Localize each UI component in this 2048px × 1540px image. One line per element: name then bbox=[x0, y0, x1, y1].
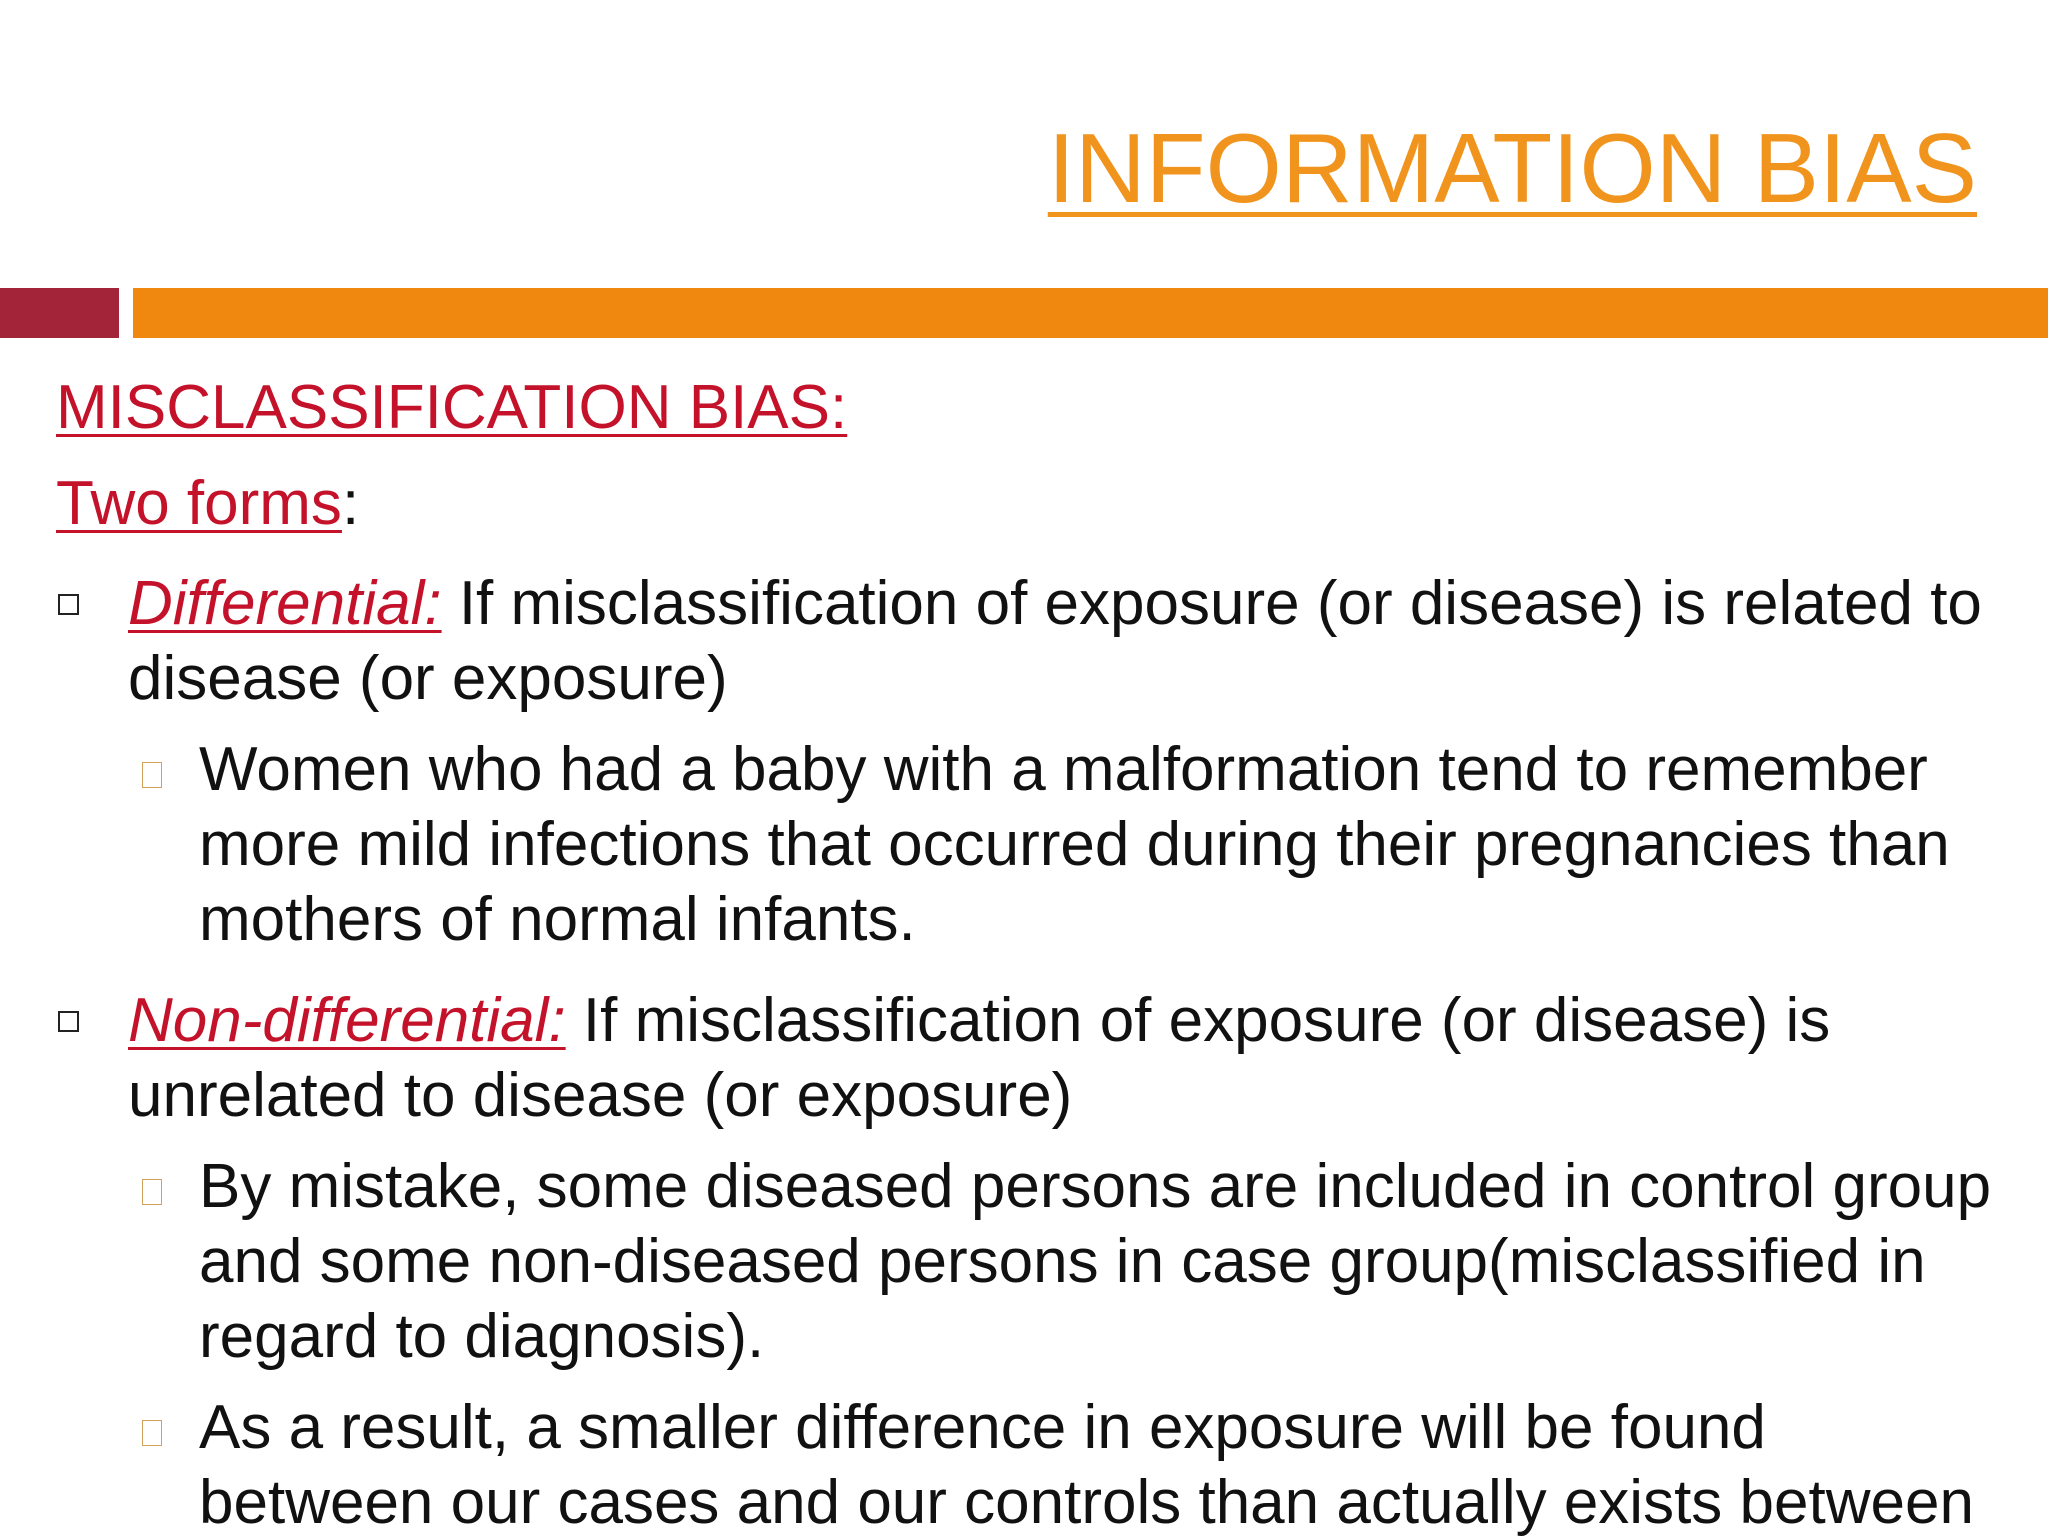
two-forms-label: Two forms bbox=[56, 469, 342, 538]
square-bullet-icon bbox=[58, 1011, 79, 1032]
sub-bullet-icon bbox=[142, 762, 162, 788]
differential-label: Differential: bbox=[128, 569, 442, 638]
nondifferential-example-1: By mistake, some diseased persons are included in control group and some non-diseased persons in case group(misclassified in regard to diagnosis). bbox=[199, 1152, 1992, 1371]
nondifferential-example-2: As a result, a smaller difference in exposure will be found between our cases and our controls than actually exists between bbox=[199, 1393, 1974, 1537]
square-bullet-icon bbox=[58, 594, 79, 615]
two-forms-colon: : bbox=[341, 469, 360, 538]
slide-title: INFORMATION BIAS bbox=[1047, 113, 1977, 223]
differential-text: If misclassification of exposure (or disease) is related to disease (or exposure) bbox=[128, 569, 1982, 713]
bullet-nondifferential bbox=[56, 983, 2016, 1133]
sub-bullet-icon bbox=[142, 1420, 162, 1446]
slide-body bbox=[56, 368, 2016, 1540]
bullet-differential bbox=[56, 566, 2016, 716]
two-forms-line bbox=[56, 464, 2016, 544]
nondifferential-text: If misclassification of exposure (or disease) is unrelated to disease (or exposure) bbox=[128, 986, 1831, 1130]
header-bar-red bbox=[0, 288, 119, 338]
differential-example: Women who had a baby with a malformation tend to remember more mild infections that occurred during their pregnancies than mothers of normal infants. bbox=[199, 735, 1950, 954]
section-heading: MISCLASSIFICATION BIAS: bbox=[56, 373, 848, 442]
sub-bullet-icon bbox=[142, 1179, 162, 1205]
sub-bullet-differential-example bbox=[56, 732, 2016, 957]
sub-bullet-nondifferential-example-1 bbox=[56, 1149, 2016, 1374]
header-bar-orange bbox=[133, 288, 2048, 338]
nondifferential-label: Non-differential: bbox=[128, 986, 566, 1055]
sub-bullet-nondifferential-example-2 bbox=[56, 1390, 2016, 1540]
